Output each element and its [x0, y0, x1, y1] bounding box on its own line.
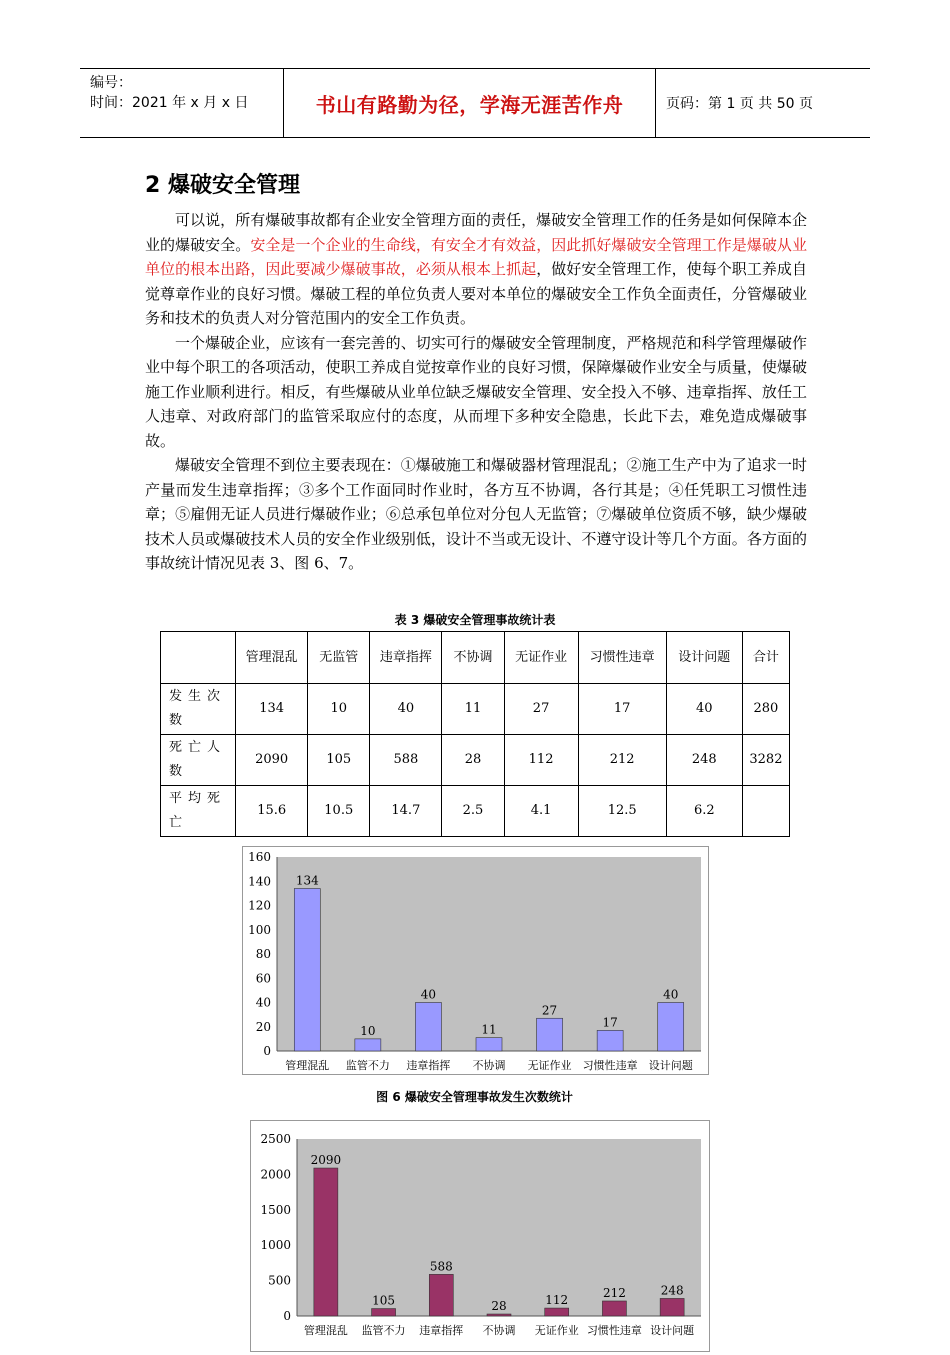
x-tick-label: 违章指挥 [419, 1324, 464, 1337]
table-header-cell: 管理混乱 [236, 632, 308, 684]
bar [487, 1314, 511, 1316]
p1-highlight: 安全是一个企业的生命线，有安全才有效益，因此抓好爆破安全管理工作是爆破从业单位的根本出路，因此要减少爆破事故，必须从根本上抓起 [145, 235, 807, 278]
table-cell: 3282 [742, 735, 789, 786]
chart-occurrence-caption: 图 6 爆破安全管理事故发生次数统计 [376, 1090, 573, 1104]
table-cell: 112 [504, 735, 578, 786]
x-tick-label: 不协调 [472, 1059, 506, 1072]
data-label: 11 [481, 1022, 497, 1037]
table-cell: 12.5 [578, 786, 666, 837]
table-header-cell: 无监管 [308, 632, 370, 684]
table-cell: 15.6 [236, 786, 308, 837]
x-tick-label: 无证作业 [534, 1324, 579, 1337]
paragraph-1 [145, 208, 807, 331]
time-label: 时间：2021 年 x 月 x 日 [90, 95, 249, 111]
table-cell: 248 [666, 735, 742, 786]
table-cell: 2.5 [442, 786, 504, 837]
bar [660, 1298, 684, 1316]
y-tick-label: 500 [268, 1273, 291, 1288]
y-tick-label: 160 [248, 850, 271, 864]
bar [658, 1003, 684, 1052]
y-tick-label: 0 [283, 1309, 291, 1323]
table-cell: 27 [504, 684, 578, 735]
table-header-cell [161, 632, 236, 684]
accident-stats-table [160, 631, 790, 837]
data-label: 27 [541, 1003, 558, 1018]
table-cell: 17 [578, 684, 666, 735]
y-tick-label: 20 [255, 1019, 271, 1034]
chart-occurrence [243, 847, 708, 1074]
table-cell: 40 [370, 684, 442, 735]
p1-text-b: ，做好安全管理工作，使每个职工养成自觉尊章作业的良好习惯。爆破工程的单位负责人要对本单位的爆破安全工作负全面责任，分管爆破业务和技术的负责人对分管范围内的安全工作负责。 [145, 260, 807, 327]
table-cell: 105 [308, 735, 370, 786]
x-tick-label: 设计问题 [648, 1059, 693, 1072]
table-row [161, 684, 790, 735]
table-header-cell: 无证作业 [504, 632, 578, 684]
table-caption: 表 3 爆破安全管理事故统计表 [394, 613, 556, 627]
data-label: 112 [545, 1293, 569, 1308]
x-tick-label: 管理混乱 [285, 1059, 330, 1072]
bar [294, 889, 320, 1051]
bar [476, 1038, 502, 1051]
row-label: 平均死亡 [161, 786, 236, 837]
x-tick-label: 管理混乱 [303, 1324, 348, 1337]
table-cell: 10.5 [308, 786, 370, 837]
data-label: 40 [663, 987, 679, 1002]
table-cell: 588 [370, 735, 442, 786]
data-label: 588 [429, 1259, 453, 1274]
bar [372, 1309, 396, 1316]
bar [537, 1018, 563, 1051]
bar [314, 1168, 338, 1316]
data-label: 17 [602, 1015, 618, 1030]
row-label: 发生次数 [161, 684, 236, 735]
page-header [80, 68, 870, 138]
paragraph-2: 一个爆破企业，应该有一套完善的、切实可行的爆破安全管理制度，严格规范和科学管理爆破作业中每个职工的各项活动，使职工养成自觉按章作业的良好习惯，保障爆破作业安全与质量，使爆破施工作业顺利进行。相反，有些爆破从业单位缺乏爆破安全管理、安全投入不够、违章指挥、放任工人违章、对政府部门的监管采取应付的态度，从而埋下多种安全隐患，长此下去，难免造成爆破事故。 [145, 333, 807, 450]
bar [545, 1308, 569, 1316]
data-label: 248 [660, 1283, 684, 1298]
table-cell: 28 [442, 735, 504, 786]
x-tick-label: 监管不力 [361, 1324, 406, 1337]
header-meta [80, 69, 283, 137]
bar [597, 1030, 623, 1051]
data-label: 105 [372, 1293, 396, 1308]
table-row [161, 786, 790, 837]
table-header-cell: 习惯性违章 [578, 632, 666, 684]
data-label: 212 [602, 1285, 626, 1300]
y-tick-label: 1000 [260, 1238, 291, 1253]
y-tick-label: 1500 [260, 1202, 291, 1217]
y-tick-label: 120 [248, 898, 271, 913]
table-cell: 14.7 [370, 786, 442, 837]
y-tick-label: 0 [263, 1044, 271, 1058]
plot-area [297, 1139, 701, 1316]
table-cell: 2090 [236, 735, 308, 786]
row-label: 死亡人数 [161, 735, 236, 786]
code-label: 编号： [90, 75, 132, 91]
data-label: 10 [360, 1023, 376, 1038]
table-cell: 280 [742, 684, 789, 735]
data-label: 40 [420, 987, 437, 1002]
x-tick-label: 不协调 [482, 1324, 516, 1337]
y-tick-label: 40 [255, 995, 271, 1010]
x-tick-label: 习惯性违章 [582, 1059, 638, 1072]
section-title: 2 爆破安全管理 [145, 173, 300, 198]
table-cell [742, 786, 789, 837]
table-cell: 40 [666, 684, 742, 735]
y-tick-label: 80 [255, 947, 271, 961]
table-cell: 11 [442, 684, 504, 735]
x-tick-label: 设计问题 [650, 1324, 695, 1337]
page-info: 页码：第 1 页 共 50 页 [666, 96, 813, 112]
bar [429, 1274, 453, 1316]
data-label: 28 [491, 1299, 507, 1314]
table-header-cell: 设计问题 [666, 632, 742, 684]
table-header-row [161, 632, 790, 684]
x-tick-label: 违章指挥 [406, 1059, 451, 1072]
y-tick-label: 140 [248, 874, 271, 889]
y-tick-label: 2000 [260, 1167, 291, 1182]
table-cell: 212 [578, 735, 666, 786]
chart-deaths [251, 1121, 709, 1351]
data-label: 2090 [310, 1153, 342, 1168]
data-label: 134 [295, 873, 319, 888]
table-header-cell: 不协调 [442, 632, 504, 684]
table-cell: 4.1 [504, 786, 578, 837]
bar [415, 1003, 441, 1052]
bar [355, 1039, 381, 1051]
table-row [161, 735, 790, 786]
y-tick-label: 60 [255, 971, 271, 986]
bar [602, 1301, 626, 1316]
x-tick-label: 无证作业 [527, 1059, 572, 1072]
x-tick-label: 习惯性违章 [586, 1324, 642, 1337]
y-tick-label: 100 [248, 922, 271, 937]
x-tick-label: 监管不力 [345, 1059, 390, 1072]
header-motto: 书山有路勤为径，学海无涯苦作舟 [283, 69, 656, 137]
table-cell: 134 [236, 684, 308, 735]
p1-text-a: 可以说，所有爆破事故都有企业安全管理方面的责任，爆破安全管理工作的任务是如何保障本企业的爆破安全。 [145, 211, 807, 254]
table-header-cell: 违章指挥 [370, 632, 442, 684]
chart-deaths-frame [250, 1120, 710, 1352]
chart-occurrence-frame [242, 846, 709, 1075]
table-cell: 10 [308, 684, 370, 735]
body-text [145, 208, 807, 576]
table-cell: 6.2 [666, 786, 742, 837]
table-header-cell: 合计 [742, 632, 789, 684]
paragraph-3: 爆破安全管理不到位主要表现在：①爆破施工和爆破器材管理混乱；②施工生产中为了追求一时产量而发生违章指挥；③多个工作面同时作业时，各方互不协调，各行其是；④任凭职工习惯性违章；⑤雇佣无证人员进行爆破作业；⑥总承包单位对分包人无监管；⑦爆破单位资质不够，缺少爆破技术人员或爆破技术人员的安全作业级别低，设计不当或无设计、不遵守设计等几个方面。各方面的事故统计情况见表 3、图 6、7。 [145, 456, 807, 572]
y-tick-label: 2500 [260, 1132, 291, 1146]
